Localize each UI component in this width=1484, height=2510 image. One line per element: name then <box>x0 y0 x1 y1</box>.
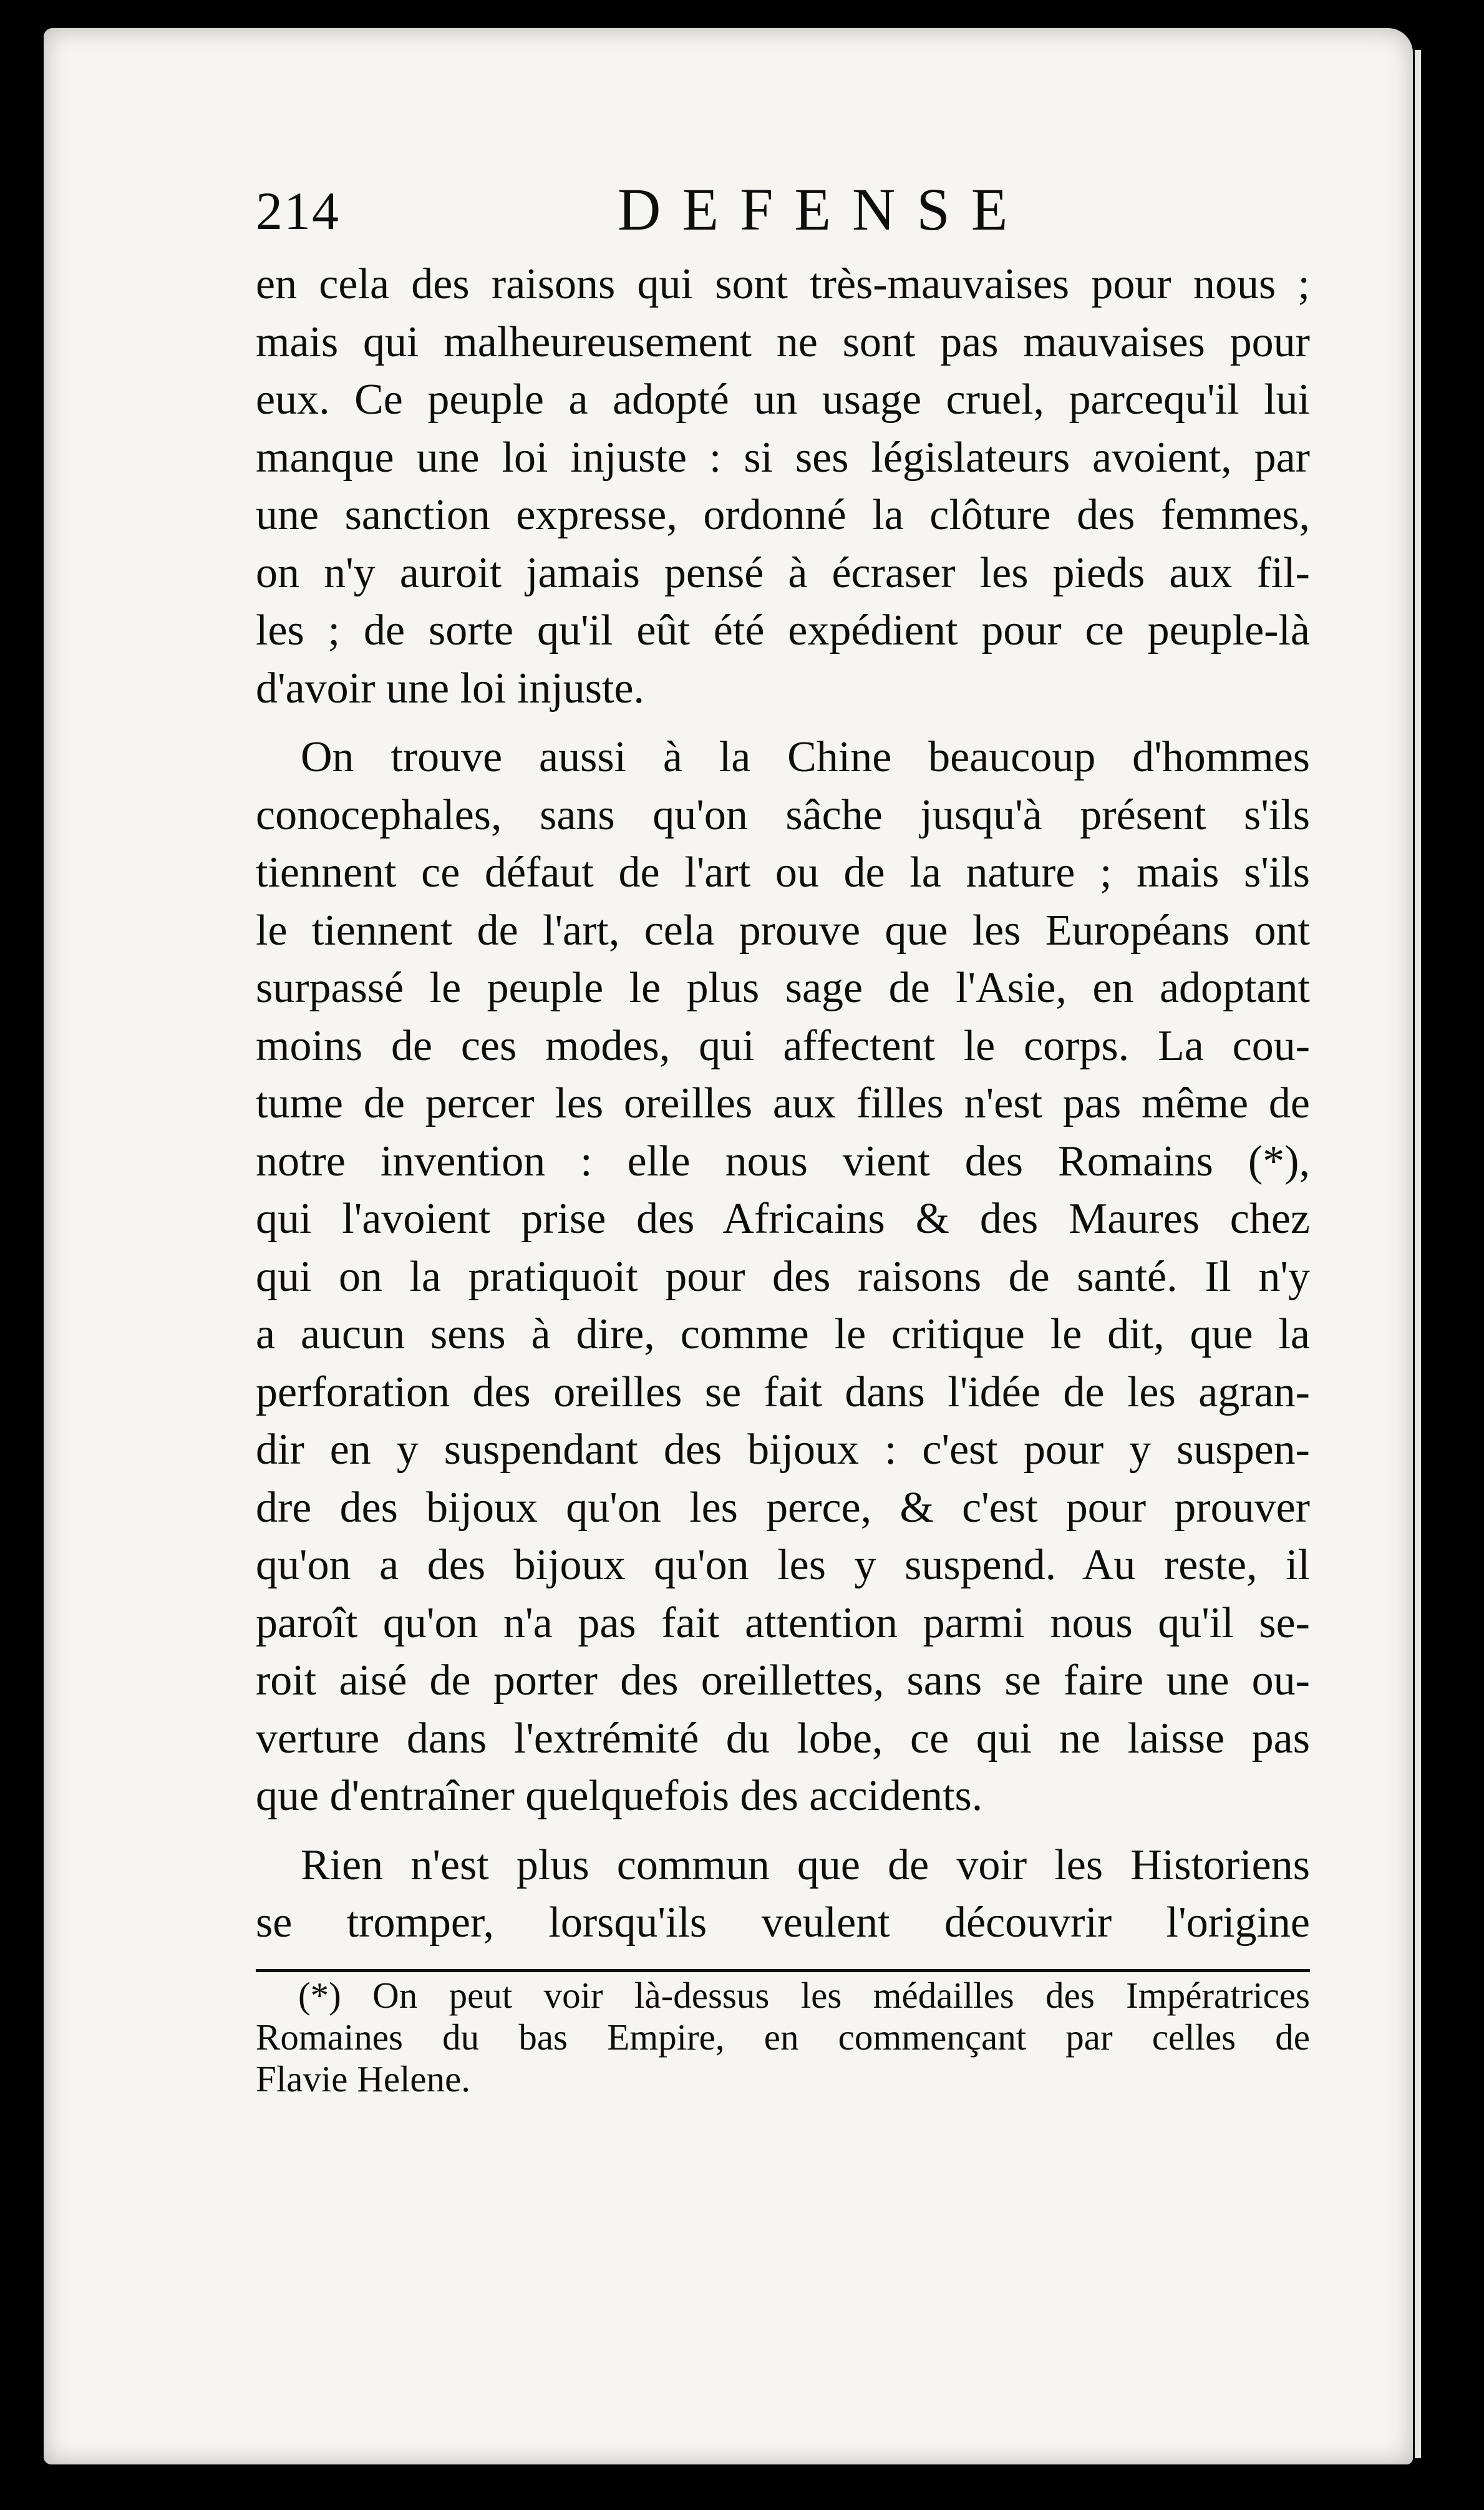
text-line: Rien n'est plus commun que de voir les Historiens <box>301 1841 1310 1889</box>
text-line: dir en y suspendant des bijoux : c'est pour y suspen- <box>256 1426 1310 1474</box>
text-line: que d'entraîner quelquefois des accidents. <box>256 1772 983 1820</box>
text-line: le tiennent de l'art, cela prouve que les Européans ont <box>256 906 1310 955</box>
paragraph-1 <box>256 256 1310 717</box>
text-line: a aucun sens à dire, comme le critique le dit, que la <box>256 1310 1310 1358</box>
text-line: une sanction expresse, ordonné la clôture des femmes, <box>256 491 1310 539</box>
text-line: mais qui malheureusement ne sont pas mauvaises pour <box>256 318 1310 366</box>
footnote-rule <box>256 1969 1310 1972</box>
footnote-line: Romaines du bas Empire, en commençant par celles de <box>256 2016 1310 2058</box>
text-line: roit aisé de porter des oreillettes, sans se faire une ou- <box>256 1656 1310 1705</box>
text-line: eux. Ce peuple a adopté un usage cruel, parcequ'il lui <box>256 376 1310 424</box>
footnote <box>256 1975 1310 2100</box>
text-line: qui l'avoient prise des Africains & des Maures chez <box>256 1195 1310 1243</box>
running-head <box>256 175 1354 250</box>
page-number: 214 <box>256 181 340 241</box>
text-line: dre des bijoux qu'on les perce, & c'est pour prouver <box>256 1483 1310 1532</box>
text-line: perforation des oreilles se fait dans l'idée de les agran- <box>256 1368 1310 1416</box>
paragraph-3 <box>256 1837 1310 1952</box>
text-line: d'avoir une loi injuste. <box>256 664 645 713</box>
text-line: qui on la pratiquoit pour des raisons de santé. Il n'y <box>256 1252 1310 1301</box>
adjacent-page-edge <box>1415 50 1484 2458</box>
body-text <box>256 256 1310 1952</box>
text-line: On trouve aussi à la Chine beaucoup d'hommes <box>301 733 1310 781</box>
running-title: DEFENSE <box>618 176 1029 243</box>
text-line: surpassé le peuple le plus sage de l'Asie, en adoptant <box>256 964 1310 1012</box>
text-line: tume de percer les oreilles aux filles n'est pas même de <box>256 1079 1310 1127</box>
text-line: tiennent ce défaut de l'art ou de la nature ; mais s'ils <box>256 849 1310 897</box>
footnote-line: Flavie Helene. <box>256 2058 471 2099</box>
text-line: manque une loi injuste : si ses législateurs avoient, par <box>256 433 1310 482</box>
paragraph-2 <box>256 729 1310 1826</box>
text-line: verture dans l'extrémité du lobe, ce qui ne laisse pas <box>256 1714 1310 1763</box>
text-line: se tromper, lorsqu'ils veulent découvrir l'origine <box>256 1899 1310 1947</box>
footnote-line: (*) On peut voir là-dessus les médailles des Impératrices <box>298 1975 1310 2016</box>
text-line: paroît qu'on n'a pas fait attention parmi nous qu'il se- <box>256 1598 1310 1647</box>
text-line: qu'on a des bijoux qu'on les y suspend. Au reste, il <box>256 1541 1310 1589</box>
text-line: les ; de sorte qu'il eût été expédient pour ce peuple-là <box>256 606 1310 654</box>
text-line: en cela des raisons qui sont très-mauvaises pour nous ; <box>256 260 1310 308</box>
text-line: on n'y auroit jamais pensé à écraser les pieds aux fil- <box>256 548 1310 597</box>
text-line: moins de ces modes, qui affectent le corps. La cou- <box>256 1021 1310 1070</box>
text-line: conocephales, sans qu'on sâche jusqu'à présent s'ils <box>256 790 1310 839</box>
text-line: notre invention : elle nous vient des Romains (*), <box>256 1137 1310 1185</box>
